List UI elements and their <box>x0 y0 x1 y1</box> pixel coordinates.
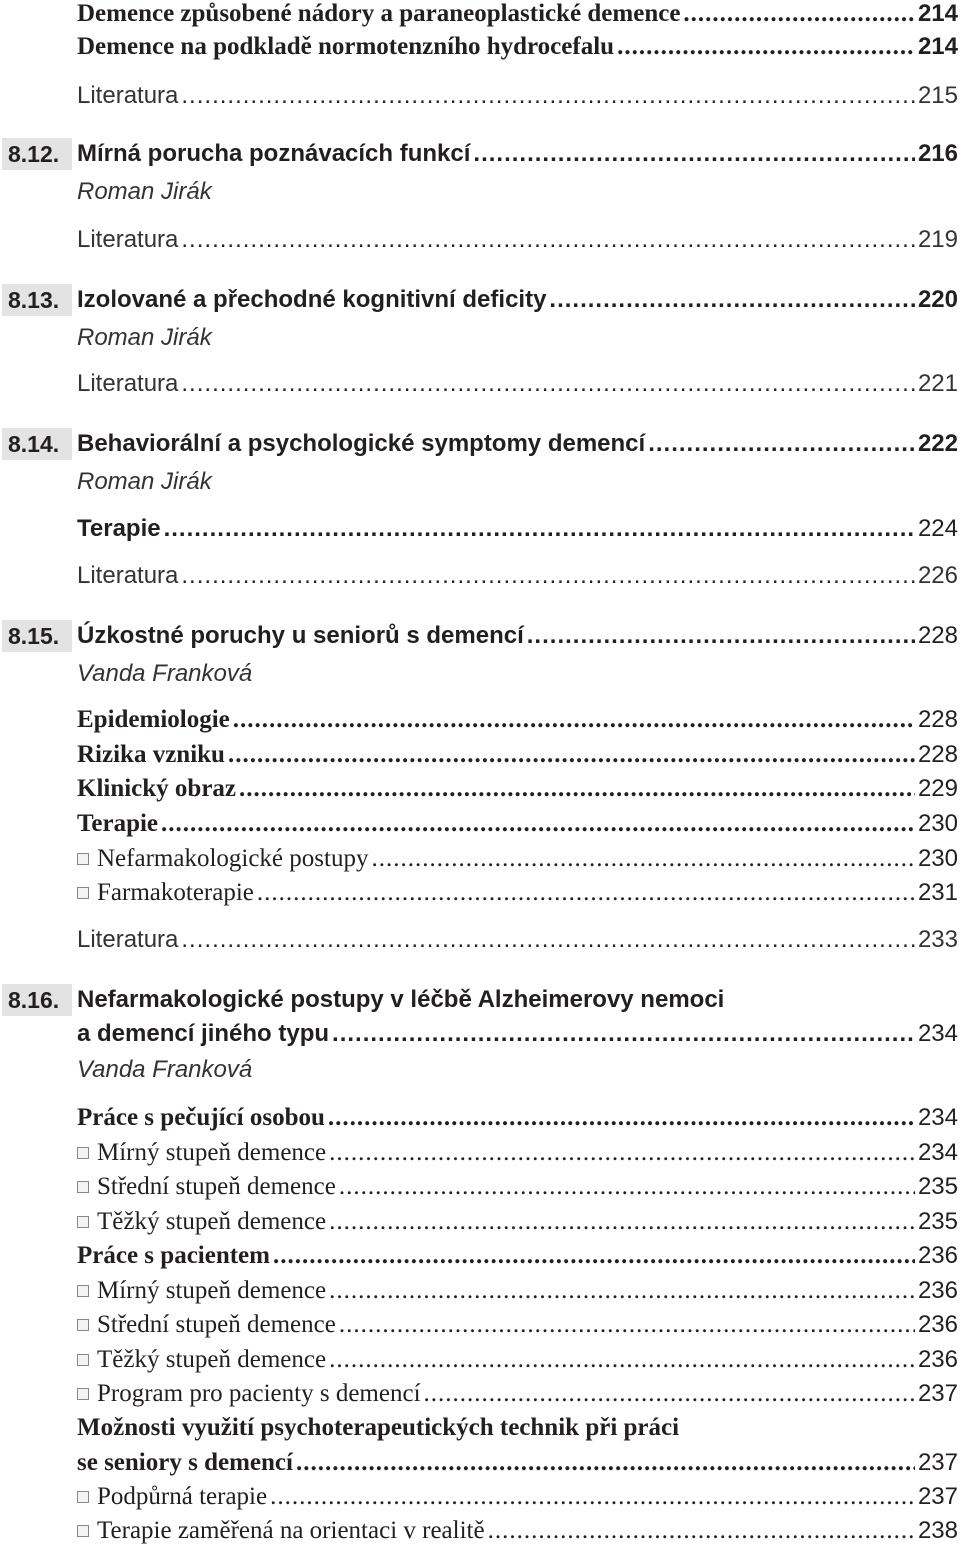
entry-page: 235 <box>917 1208 958 1235</box>
section-title: Izolované a přechodné kognitivní deficity <box>77 286 547 313</box>
dot-leader <box>332 1020 915 1048</box>
dot-leader <box>328 1104 915 1132</box>
entry-title: Práce s pacientem <box>77 1242 270 1269</box>
dot-leader <box>329 1139 915 1167</box>
entry-page: 224 <box>917 515 958 542</box>
dot-leader <box>329 1208 915 1236</box>
square-bullet-icon <box>77 1181 89 1193</box>
entry-page: 237 <box>917 1483 958 1510</box>
entry-page: 228 <box>917 706 958 733</box>
toc-subentry <box>77 1173 958 1201</box>
entry-title-continued: se seniory s demencí <box>77 1449 293 1476</box>
section-title: Mírná porucha poznávacích funkcí <box>77 140 471 167</box>
entry-page: 236 <box>917 1277 958 1304</box>
entry-title: Farmakoterapie <box>97 879 254 906</box>
entry-page: 226 <box>917 562 958 589</box>
entry-title: Mírný stupeň demence <box>97 1277 327 1304</box>
entry-page: 214 <box>917 0 958 27</box>
entry-title: Nefarmakologické postupy <box>97 845 369 872</box>
entry-title: Klinický obraz <box>77 775 237 802</box>
toc-subentry <box>77 1311 958 1339</box>
toc-section <box>77 430 958 458</box>
entry-page: 231 <box>917 879 958 906</box>
entry-title: Střední stupeň demence <box>97 1311 336 1338</box>
toc-section <box>77 286 958 314</box>
section-number: 8.15. <box>2 620 72 652</box>
toc-subentry <box>77 1277 958 1305</box>
toc-entry <box>77 775 958 803</box>
section-number: 8.14. <box>2 428 72 460</box>
entry-page: 237 <box>917 1380 958 1407</box>
dot-leader <box>273 1242 915 1270</box>
section-title-continued: a demencí jiného typu <box>77 1020 330 1047</box>
entry-page: 228 <box>917 622 958 649</box>
dot-leader <box>617 33 915 61</box>
toc-section <box>77 622 958 650</box>
toc-section <box>77 1020 958 1048</box>
toc-entry <box>77 562 958 590</box>
entry-page: 228 <box>917 741 958 768</box>
dot-leader <box>488 1517 915 1545</box>
toc-entry <box>77 1449 958 1477</box>
dot-leader <box>339 1311 915 1339</box>
entry-page: 221 <box>917 370 958 397</box>
section-author: Roman Jirák <box>77 178 212 205</box>
entry-page: 222 <box>917 430 958 457</box>
entry-title: Literatura <box>77 926 179 953</box>
toc-subentry <box>77 1517 958 1545</box>
entry-title: Terapie <box>77 515 161 542</box>
dot-leader <box>329 1277 915 1305</box>
section-number: 8.12. <box>2 138 72 170</box>
dot-leader <box>371 845 915 873</box>
section-title: Behaviorální a psychologické symptomy demencí <box>77 430 646 457</box>
toc-entry <box>77 810 958 838</box>
toc-subentry <box>77 1380 958 1408</box>
dot-leader <box>239 775 915 803</box>
square-bullet-icon <box>77 1388 89 1400</box>
toc-entry <box>77 226 958 254</box>
dot-leader <box>549 286 915 314</box>
square-bullet-icon <box>77 1354 89 1366</box>
entry-page: 234 <box>917 1104 958 1131</box>
dot-leader <box>329 1346 915 1374</box>
toc-subentry <box>77 1483 958 1511</box>
entry-title: Rizika vzniku <box>77 741 225 768</box>
entry-page: 219 <box>917 226 958 253</box>
square-bullet-icon <box>77 853 89 865</box>
entry-page: 215 <box>917 82 958 109</box>
dot-leader <box>164 515 915 543</box>
section-author: Roman Jirák <box>77 468 212 495</box>
section-number: 8.16. <box>2 984 72 1016</box>
entry-title: Epidemiologie <box>77 706 230 733</box>
entry-title: Literatura <box>77 562 179 589</box>
toc-subentry <box>77 1346 958 1374</box>
entry-title: Literatura <box>77 226 179 253</box>
section-number: 8.13. <box>2 284 72 316</box>
entry-page: 236 <box>917 1346 958 1373</box>
dot-leader <box>161 810 915 838</box>
entry-page: 220 <box>917 286 958 313</box>
entry-title: Střední stupeň demence <box>97 1173 336 1200</box>
dot-leader <box>270 1483 915 1511</box>
toc-entry <box>77 0 958 28</box>
toc-entry <box>77 926 958 954</box>
toc-section-line1 <box>77 986 958 1014</box>
entry-page: 235 <box>917 1173 958 1200</box>
square-bullet-icon <box>77 1525 89 1537</box>
entry-page: 233 <box>917 926 958 953</box>
entry-title: Literatura <box>77 82 179 109</box>
toc-entry <box>77 1242 958 1270</box>
toc-entry-line1 <box>77 1414 958 1442</box>
square-bullet-icon <box>77 1491 89 1503</box>
square-bullet-icon <box>77 1147 89 1159</box>
dot-leader <box>339 1173 915 1201</box>
dot-leader <box>181 562 915 590</box>
dot-leader <box>181 926 915 954</box>
dot-leader <box>233 706 915 734</box>
dot-leader <box>527 622 915 650</box>
section-title: Nefarmakologické postupy v léčbě Alzheimerovy nemoci <box>77 986 725 1013</box>
toc-entry <box>77 370 958 398</box>
entry-page: 230 <box>917 810 958 837</box>
dot-leader <box>473 140 915 168</box>
dot-leader <box>181 226 915 254</box>
toc-entry <box>77 706 958 734</box>
entry-title: Možnosti využití psychoterapeutických technik při práci <box>77 1414 680 1441</box>
toc-subentry <box>77 845 958 873</box>
section-author: Vanda Franková <box>77 660 253 687</box>
toc-entry <box>77 82 958 110</box>
dot-leader <box>181 82 915 110</box>
entry-title: Demence způsobené nádory a paraneoplastické demence <box>77 0 681 27</box>
entry-title: Těžký stupeň demence <box>97 1208 327 1235</box>
section-author: Vanda Franková <box>77 1056 253 1083</box>
square-bullet-icon <box>77 1285 89 1297</box>
dot-leader <box>424 1380 915 1408</box>
entry-page: 230 <box>917 845 958 872</box>
entry-page: 229 <box>917 775 958 802</box>
entry-page: 234 <box>917 1020 958 1047</box>
toc-entry <box>77 33 958 61</box>
entry-page: 216 <box>917 140 958 167</box>
section-title: Úzkostné poruchy u seniorů s demencí <box>77 622 524 649</box>
entry-title: Program pro pacienty s demencí <box>97 1380 421 1407</box>
entry-page: 236 <box>917 1311 958 1338</box>
dot-leader <box>228 741 915 769</box>
section-author: Roman Jirák <box>77 324 212 351</box>
entry-page: 236 <box>917 1242 958 1269</box>
entry-page: 234 <box>917 1139 958 1166</box>
entry-title: Mírný stupeň demence <box>97 1139 327 1166</box>
entry-title: Těžký stupeň demence <box>97 1346 327 1373</box>
dot-leader <box>648 430 915 458</box>
toc-subentry <box>77 1139 958 1167</box>
square-bullet-icon <box>77 1319 89 1331</box>
toc-section <box>77 140 958 168</box>
dot-leader <box>257 879 915 907</box>
toc-entry <box>77 741 958 769</box>
dot-leader <box>683 0 915 28</box>
entry-title: Práce s pečující osobou <box>77 1104 325 1131</box>
entry-page: 237 <box>917 1449 958 1476</box>
entry-title: Terapie <box>77 810 159 837</box>
entry-page: 238 <box>917 1517 958 1544</box>
square-bullet-icon <box>77 887 89 899</box>
dot-leader <box>296 1449 915 1477</box>
entry-title: Demence na podkladě normotenzního hydrocefalu <box>77 33 615 60</box>
entry-page: 214 <box>917 33 958 60</box>
toc-entry <box>77 515 958 543</box>
entry-title: Literatura <box>77 370 179 397</box>
dot-leader <box>181 370 915 398</box>
toc-subentry <box>77 1208 958 1236</box>
square-bullet-icon <box>77 1216 89 1228</box>
entry-title: Podpůrná terapie <box>97 1483 268 1510</box>
toc-entry <box>77 1104 958 1132</box>
toc-subentry <box>77 879 958 907</box>
entry-title: Terapie zaměřená na orientaci v realitě <box>97 1517 485 1544</box>
